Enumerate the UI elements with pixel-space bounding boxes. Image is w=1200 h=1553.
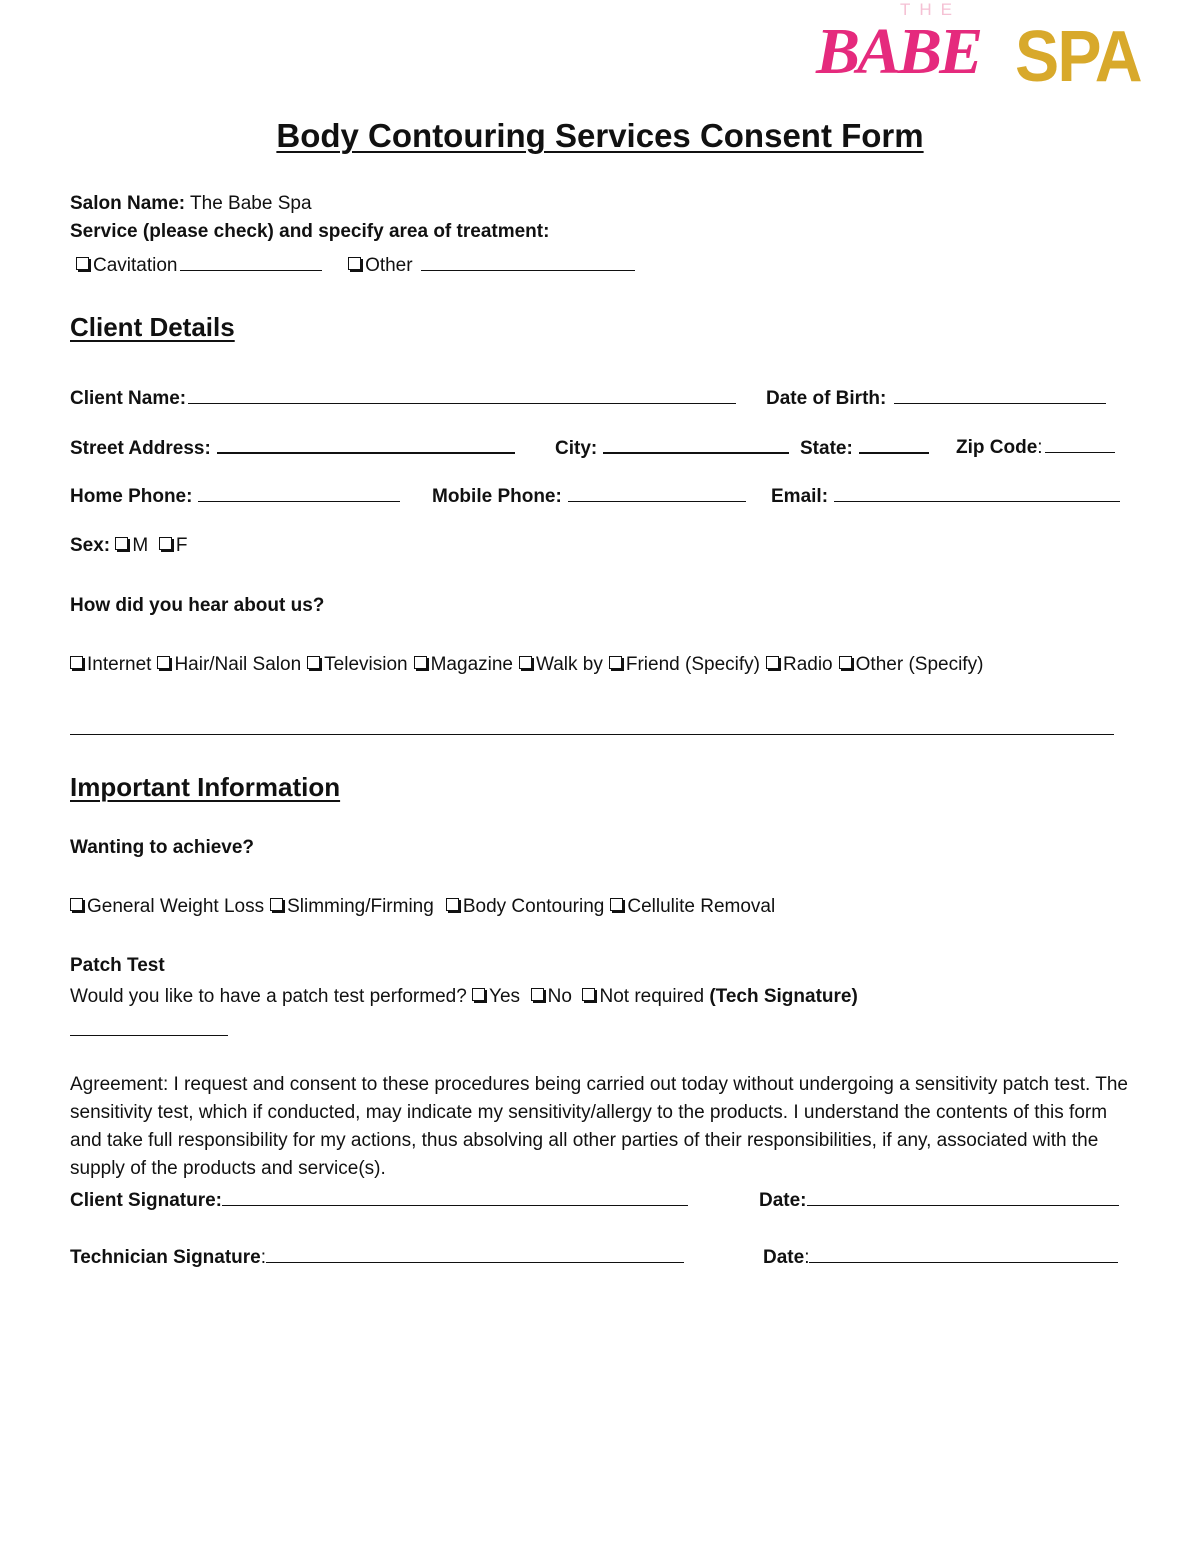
technician-signature-row: Technician Signature: bbox=[70, 1244, 684, 1269]
checkbox-icon[interactable] bbox=[766, 656, 779, 669]
salon-name-label: Salon Name: bbox=[70, 193, 186, 214]
achieve-option-body-contouring[interactable]: Body Contouring bbox=[446, 896, 605, 917]
checkbox-icon[interactable] bbox=[157, 656, 170, 669]
checkbox-icon[interactable] bbox=[472, 988, 485, 1001]
state-field[interactable] bbox=[859, 434, 929, 454]
wanting-to-achieve-label: Wanting to achieve? bbox=[70, 837, 255, 858]
client-name-field[interactable] bbox=[188, 385, 736, 404]
tech-signature-field[interactable] bbox=[70, 1035, 228, 1036]
zip-row: Zip Code: bbox=[956, 434, 1115, 459]
service-label: Service (please check) and specify area of treatment: bbox=[70, 221, 550, 242]
technician-date-field[interactable] bbox=[809, 1244, 1118, 1263]
cavitation-area-field[interactable] bbox=[180, 252, 322, 271]
patch-option-yes[interactable]: Yes bbox=[472, 986, 520, 1007]
client-date-row: Date: bbox=[759, 1187, 1119, 1212]
client-details-heading: Client Details bbox=[70, 312, 235, 342]
page-title: Body Contouring Services Consent Form bbox=[276, 117, 924, 154]
email-row: Email: bbox=[771, 483, 1120, 508]
checkbox-icon[interactable] bbox=[270, 898, 283, 911]
city-field[interactable] bbox=[603, 434, 789, 454]
client-signature-field[interactable] bbox=[222, 1187, 688, 1206]
checkbox-icon[interactable] bbox=[519, 656, 532, 669]
checkbox-icon[interactable] bbox=[159, 537, 172, 550]
checkbox-icon[interactable] bbox=[446, 898, 459, 911]
hear-option-magazine[interactable]: Magazine bbox=[414, 654, 513, 675]
dob-row: Date of Birth: bbox=[766, 385, 1106, 410]
checkbox-icon[interactable] bbox=[414, 656, 427, 669]
technician-signature-field[interactable] bbox=[266, 1244, 684, 1263]
checkbox-icon[interactable] bbox=[70, 898, 83, 911]
checkbox-icon[interactable] bbox=[115, 537, 128, 550]
state-row: State: bbox=[800, 434, 929, 460]
logo-spa-text: SPA bbox=[1015, 17, 1141, 97]
checkbox-icon[interactable] bbox=[609, 656, 622, 669]
checkbox-icon[interactable] bbox=[348, 257, 361, 270]
hear-option-radio[interactable]: Radio bbox=[766, 654, 833, 675]
zip-field[interactable] bbox=[1045, 434, 1115, 453]
patch-test-question: Would you like to have a patch test performed? bbox=[70, 986, 467, 1007]
hear-option-friend[interactable]: Friend (Specify) bbox=[609, 654, 760, 675]
hear-about-label: How did you hear about us? bbox=[70, 595, 325, 616]
checkbox-icon[interactable] bbox=[70, 656, 83, 669]
email-field[interactable] bbox=[834, 483, 1120, 502]
technician-date-row: Date: bbox=[763, 1244, 1118, 1269]
babe-spa-logo bbox=[810, 0, 1141, 97]
address-row: Street Address: bbox=[70, 434, 515, 460]
dob-field[interactable] bbox=[894, 385, 1106, 404]
hear-about-options bbox=[70, 654, 983, 676]
checkbox-icon[interactable] bbox=[531, 988, 544, 1001]
salon-name-row bbox=[70, 193, 312, 215]
sex-option-m[interactable]: M bbox=[115, 535, 148, 556]
sex-option-f[interactable]: F bbox=[159, 535, 188, 556]
hear-option-internet[interactable]: Internet bbox=[70, 654, 151, 675]
salon-name-value: The Babe Spa bbox=[185, 193, 312, 214]
checkbox-icon[interactable] bbox=[582, 988, 595, 1001]
street-field[interactable] bbox=[217, 434, 515, 454]
patch-test-row bbox=[70, 986, 858, 1008]
agreement-text: Agreement: I request and consent to these procedures being carried out today without undergoing a sensitivity patch test. The sensitivity test, which if conducted, may indicate my sensitivity/allergy to the products. I understand the contents of this form and take full responsibility for my actions, thus absolving all other parties of their responsibilities, if any, associated with the supply of the products and service(s). bbox=[70, 1074, 1128, 1179]
service-option-other[interactable]: Other bbox=[348, 255, 413, 276]
logo-the-text: THE bbox=[900, 0, 961, 19]
achieve-option-slimming[interactable]: Slimming/Firming bbox=[270, 896, 434, 917]
hear-option-salon[interactable]: Hair/Nail Salon bbox=[157, 654, 301, 675]
hear-option-other[interactable]: Other (Specify) bbox=[839, 654, 984, 675]
important-info-heading: Important Information bbox=[70, 772, 341, 802]
hear-about-specify-field[interactable] bbox=[70, 734, 1114, 735]
patch-option-not-required[interactable]: Not required bbox=[582, 986, 704, 1007]
achieve-option-weight-loss[interactable]: General Weight Loss bbox=[70, 896, 264, 917]
checkbox-icon[interactable] bbox=[839, 656, 852, 669]
achieve-option-cellulite[interactable]: Cellulite Removal bbox=[610, 896, 775, 917]
logo-babe-text: BABE bbox=[816, 15, 981, 88]
achieve-options bbox=[70, 896, 775, 918]
checkbox-icon[interactable] bbox=[610, 898, 623, 911]
home-phone-field[interactable] bbox=[198, 483, 400, 502]
other-area-field[interactable] bbox=[421, 252, 635, 271]
checkbox-icon[interactable] bbox=[76, 257, 89, 270]
client-name-row: Client Name: bbox=[70, 385, 736, 410]
service-options-row bbox=[76, 252, 635, 277]
mobile-phone-row: Mobile Phone: bbox=[432, 483, 746, 508]
service-option-cavitation[interactable]: Cavitation bbox=[76, 255, 178, 276]
client-date-field[interactable] bbox=[807, 1187, 1119, 1206]
mobile-phone-field[interactable] bbox=[568, 483, 746, 502]
client-signature-row: Client Signature: bbox=[70, 1187, 688, 1212]
patch-test-heading: Patch Test bbox=[70, 955, 165, 976]
home-phone-row: Home Phone: bbox=[70, 483, 400, 508]
patch-option-no[interactable]: No bbox=[531, 986, 572, 1007]
sex-row: Sex: M F bbox=[70, 535, 188, 556]
tech-signature-label: (Tech Signature) bbox=[709, 986, 858, 1007]
checkbox-icon[interactable] bbox=[307, 656, 320, 669]
hear-option-television[interactable]: Television bbox=[307, 654, 407, 675]
city-row: City: bbox=[555, 434, 789, 460]
hear-option-walk-by[interactable]: Walk by bbox=[519, 654, 603, 675]
